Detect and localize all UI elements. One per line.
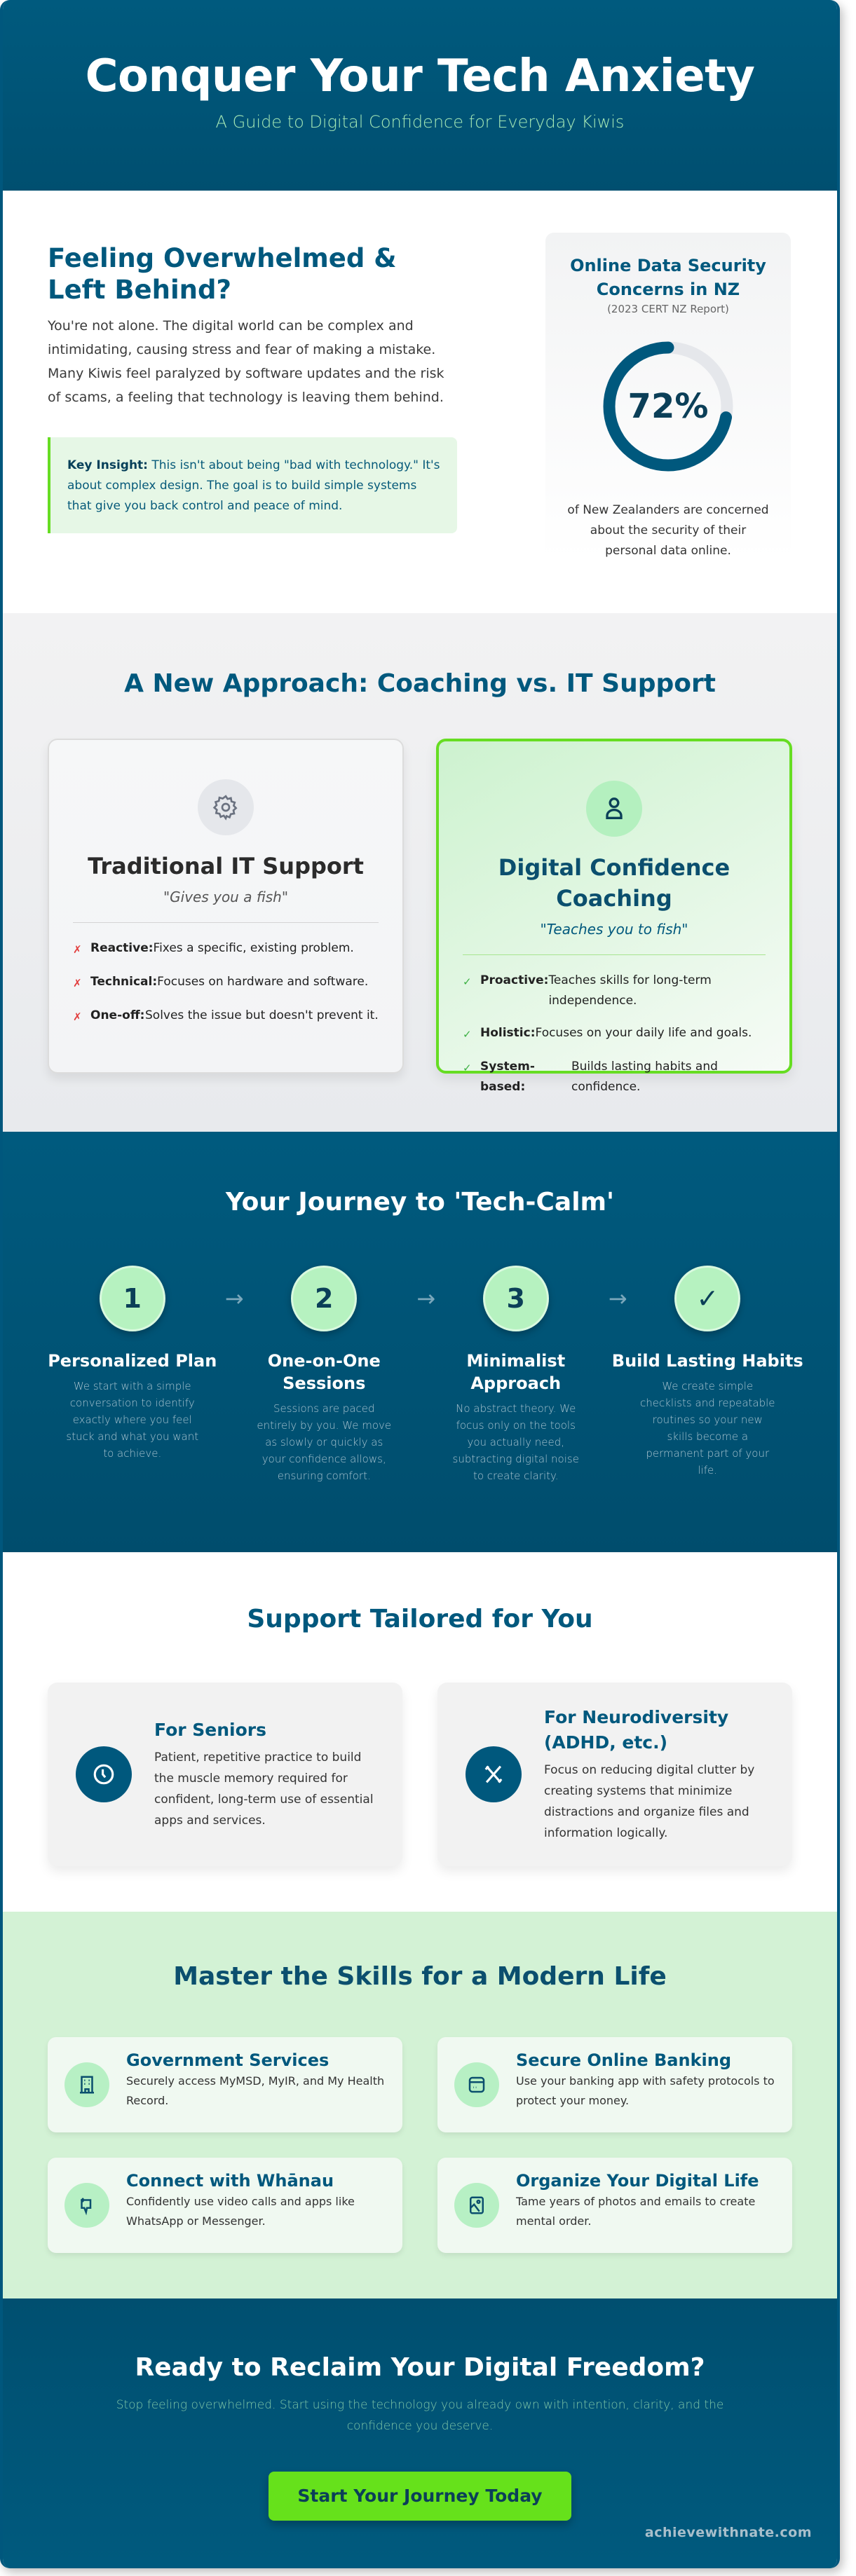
list-item (463, 1023, 766, 1045)
step-text: Sessions are paced entirely by you. We move as slowly or quickly as your confidence allows, ensuring comfort. (257, 1402, 392, 1482)
clock-icon (76, 1746, 132, 1802)
item-text: Focuses on hardware and software. (157, 975, 369, 989)
skill-title: Organize Your Digital Life (516, 2171, 759, 2191)
coaching-title: Digital Confidence Coaching (498, 854, 731, 912)
header (3, 0, 837, 191)
intro-section (3, 191, 837, 613)
step-title: Personalized Plan (48, 1351, 217, 1371)
building-icon (64, 2062, 109, 2107)
start-journey-button[interactable]: Start Your Journey Today (269, 2472, 571, 2521)
gear-icon (198, 779, 254, 835)
page-title: Conquer Your Tech Anxiety (85, 50, 755, 102)
insight-text: This isn't about being "bad with technology." It's about complex design. The goal is to build simple systems that give you back control and peace of mind. (67, 458, 440, 513)
item-text: Builds lasting habits and confidence. (571, 1060, 718, 1094)
x-icon: ✗ (73, 943, 82, 956)
comparison-section (3, 613, 837, 1132)
list-item (463, 971, 766, 1011)
arrow-right-icon: → (416, 1285, 435, 1312)
item-label: Proactive: (480, 973, 549, 987)
intro-text (48, 233, 457, 613)
arrow-right-icon: → (224, 1285, 244, 1312)
intro-heading: Feeling Overwhelmed & Left Behind? (48, 243, 397, 305)
comparison-heading: A New Approach: Coaching vs. IT Support (124, 669, 716, 698)
coaching-quote: "Teaches you to fish" (540, 921, 688, 938)
support-text: Focus on reducing digital clutter by creating systems that minimize distractions and organize files and information logically. (544, 1763, 755, 1840)
list-item (463, 1057, 766, 1097)
intro-body: You're not alone. The digital world can be complex and intimidating, causing stress and fear of making a mistake. Many Kiwis feel paralyzed by software updates and the risk of scams, a feeling that technology is leaving them behind. (48, 318, 444, 405)
step-title: One-on-One Sessions (267, 1351, 381, 1393)
journey-step (420, 1266, 627, 1484)
support-title: For Neurodiversity (ADHD, etc.) (544, 1707, 729, 1753)
skill-title: Secure Online Banking (516, 2050, 732, 2070)
step-text: We start with a simple conversation to identify exactly where you feel stuck and what you want to achieve. (66, 1380, 199, 1460)
cta-text: Stop feeling overwhelmed. Start using the technology you already own with intention, clarity, and the confidence you deserve. (116, 2398, 724, 2433)
journey-step (612, 1266, 804, 1484)
item-label: Technical: (90, 975, 158, 989)
traditional-quote: "Gives you a fish" (163, 889, 289, 905)
support-card-seniors (48, 1683, 402, 1866)
stat-source: (2023 CERT NZ Report) (607, 303, 729, 315)
check-icon: ✓ (463, 975, 472, 988)
cta-heading: Ready to Reclaim Your Digital Freedom? (135, 2353, 705, 2382)
skill-card (437, 2158, 792, 2253)
divider (463, 954, 766, 955)
skills-section (3, 1912, 837, 2298)
skill-title: Government Services (126, 2050, 330, 2070)
check-icon: ✓ (463, 1062, 472, 1074)
support-section (3, 1552, 837, 1912)
x-icon: ✗ (73, 977, 82, 989)
step-title: Minimalist Approach (466, 1351, 566, 1393)
item-text: Teaches skills for long-term independence. (548, 973, 712, 1008)
skill-text: Use your banking app with safety protocols to protect your money. (516, 2074, 775, 2107)
list-item (73, 938, 379, 960)
page-subtitle: A Guide to Digital Confidence for Everyday Kiwis (215, 112, 625, 132)
stat-caption: of New Zealanders are concerned about the security of their personal data online. (567, 503, 769, 558)
item-label: System-based: (480, 1060, 535, 1094)
stat-value: 72% (627, 387, 709, 426)
support-heading: Support Tailored for You (247, 1605, 593, 1633)
skill-card (437, 2037, 792, 2132)
stat-card (545, 233, 791, 559)
tools-icon (466, 1746, 522, 1802)
step-text: We create simple checklists and repeatable routines so your new skills become a permanent part of your life. (639, 1380, 775, 1477)
coaching-card (436, 739, 792, 1094)
arrow-right-icon: → (608, 1285, 627, 1312)
journey-step (36, 1266, 244, 1484)
website-link[interactable]: achievewithnate.com (644, 2525, 812, 2540)
skill-text: Securely access MyMSD, MyIR, and My Health Record. (126, 2074, 385, 2107)
chat-icon (64, 2183, 109, 2228)
person-icon (586, 781, 642, 837)
item-label: Reactive: (90, 941, 154, 955)
item-label: One-off: (90, 1008, 145, 1022)
journey-heading: Your Journey to 'Tech-Calm' (225, 1188, 615, 1217)
image-icon (454, 2183, 499, 2228)
skill-card (48, 2158, 402, 2253)
list-item (73, 972, 379, 994)
divider (73, 922, 379, 923)
step-badge: 3 (483, 1266, 549, 1331)
support-card-neurodiversity (437, 1683, 792, 1866)
skill-card (48, 2037, 402, 2132)
item-text: Fixes a specific, existing problem. (153, 941, 354, 955)
step-text: No abstract theory. We focus only on the tools you actually need, subtracting digital noise to create clarity. (452, 1402, 579, 1482)
support-text: Patient, repetitive practice to build the muscle memory required for confident, long-term use of essential apps and services. (154, 1751, 374, 1828)
skills-heading: Master the Skills for a Modern Life (173, 1962, 667, 1991)
donut-chart (598, 336, 738, 477)
check-badge: ✓ (674, 1266, 740, 1331)
journey-step (229, 1266, 435, 1484)
list-item (73, 1006, 379, 1027)
traditional-title: Traditional IT Support (88, 853, 364, 879)
support-title: For Seniors (154, 1720, 266, 1740)
journey-section (3, 1132, 837, 1552)
step-badge: 2 (291, 1266, 357, 1331)
step-title: Build Lasting Habits (611, 1351, 803, 1371)
item-text: Focuses on your daily life and goals. (535, 1026, 752, 1040)
skill-text: Tame years of photos and emails to create mental order. (516, 2195, 756, 2228)
card-icon (454, 2062, 499, 2107)
check-icon: ✓ (463, 1028, 472, 1041)
x-icon: ✗ (73, 1010, 82, 1023)
key-insight-callout (48, 437, 457, 533)
skill-text: Confidently use video calls and apps like WhatsApp or Messenger. (126, 2195, 355, 2228)
stat-title: Online Data Security Concerns in NZ (570, 256, 766, 299)
step-badge: 1 (100, 1266, 165, 1331)
skill-title: Connect with Whānau (126, 2171, 334, 2191)
traditional-it-card (48, 739, 404, 1074)
cta-section (3, 2298, 837, 2568)
item-label: Holistic: (480, 1026, 536, 1040)
item-text: Solves the issue but doesn't prevent it. (145, 1008, 379, 1022)
insight-label: Key Insight: (67, 458, 148, 472)
